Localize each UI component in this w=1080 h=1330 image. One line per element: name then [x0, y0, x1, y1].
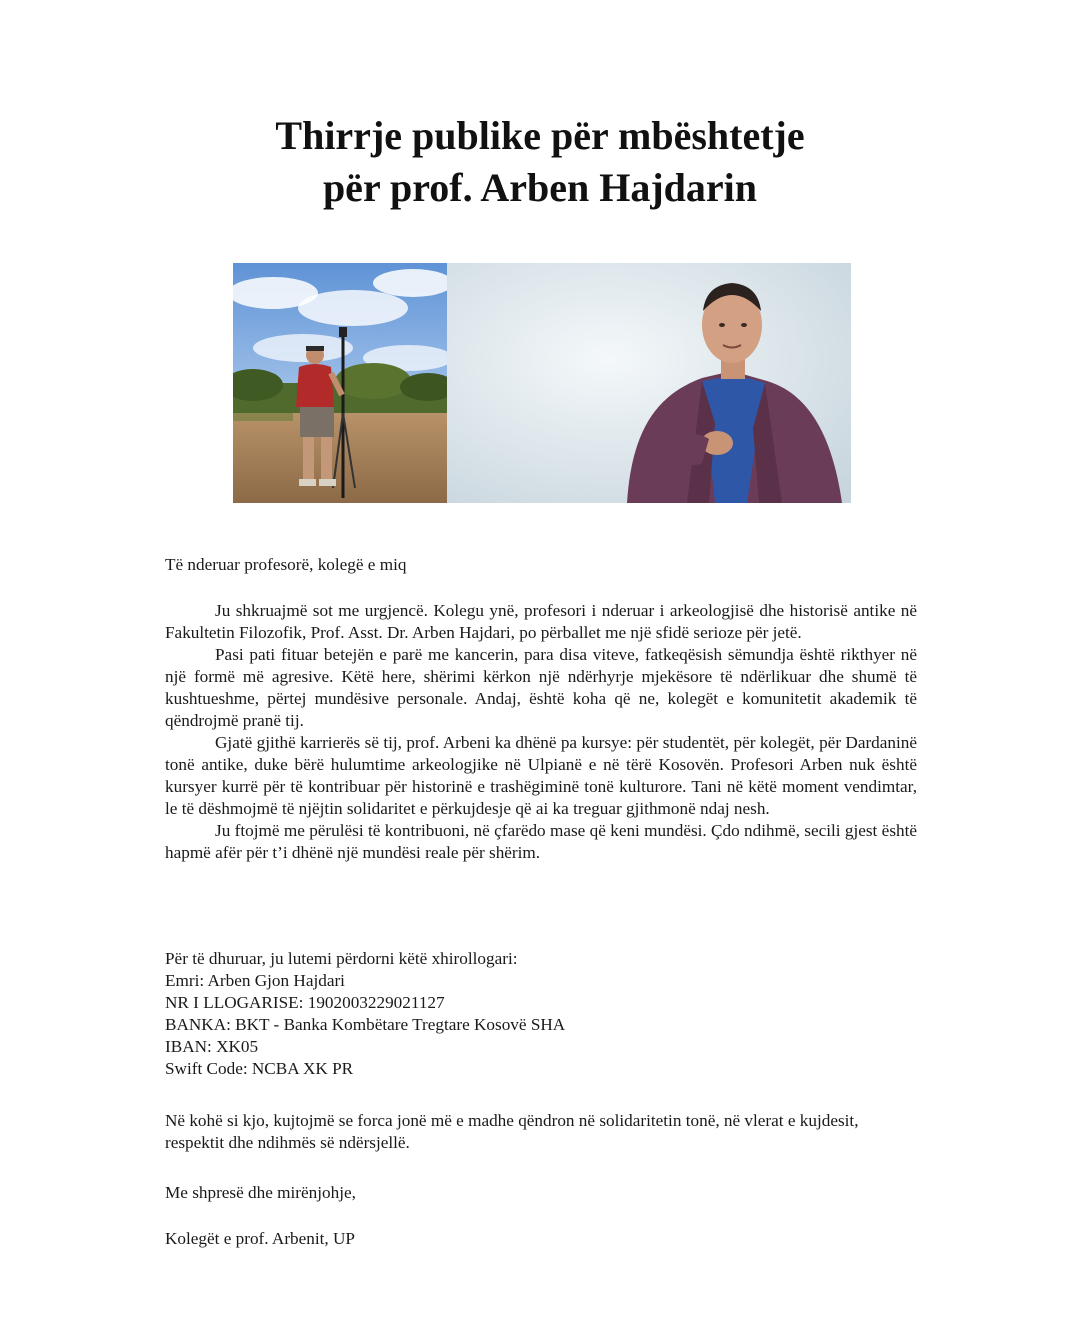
salutation: Të nderuar profesorë, kolegë e miq [165, 555, 407, 574]
portrait-photo [447, 263, 851, 503]
field-photo-image [233, 263, 447, 503]
paragraph-3: Gjatë gjithë karrierës së tij, prof. Arbeni ka dhënë pa kursye: për studentët, për kolegët, për Dardaninë tonë antike, duke bërë hulumtime arkeologjike në Ulpianë e në tërë Kosovën. Profesori Arben nuk është kursyer kurrë për të kontribuar për historinë e trashëgiminë tonë kulturore. Tani në këtë moment vendimtar, le të dëshmojmë të njëjtin solidaritet e përkujdesje që ai ka treguar gjithmonë ndaj nesh. [165, 733, 917, 818]
paragraph-1: Ju shkruajmë sot me urgjencë. Kolegu ynë, profesori i nderuar i arkeologjisë dhe historisë antike në Fakultetin Filozofik, Prof. Asst. Dr. Arben Hajdari, po përballet me një sfidë serioze për jetë. [165, 601, 917, 642]
bank-name: BANKA: BKT - Banka Kombëtare Tregtare Kosovë SHA [165, 1015, 566, 1034]
iban: IBAN: XK05 [165, 1037, 259, 1056]
swift-code: Swift Code: NCBA XK PR [165, 1059, 354, 1078]
photo-collage [233, 263, 851, 503]
signature: Kolegët e prof. Arbenit, UP [165, 1229, 355, 1248]
page-title [0, 110, 1080, 214]
account-number: NR I LLOGARISE: 1902003229021127 [165, 993, 445, 1012]
paragraph-2: Pasi pati fituar betejën e parë me kancerin, para disa viteve, fatkeqësish sëmundja është rikthyer në një formë më agresive. Këtë here, shërimi kërkon një ndërhyrje mjekësore të ndërlikuar dhe shumë të kushtueshme, përtej mundësive personale. Andaj, është koha që ne, kolegët e komunitetit akademik të qëndrojmë pranë tij. [165, 645, 917, 730]
paragraph-4: Ju ftojmë me përulësi të kontribuoni, në çfarëdo mase që keni mundësi. Çdo ndihmë, secili gjest është hapmë afër për t’i dhënë një mundësi reale për shërim. [165, 821, 917, 862]
field-photo [233, 263, 447, 503]
signoff: Me shpresë dhe mirënjohje, [165, 1183, 356, 1202]
donation-intro: Për të dhuruar, ju lutemi përdorni këtë xhirollogari: [165, 949, 518, 968]
title-line-2: për prof. Arben Hajdarin [322, 165, 758, 210]
donation-details [165, 948, 917, 1080]
title-line-1: Thirrje publike për mbështetje [275, 113, 805, 158]
portrait-photo-image [447, 263, 851, 503]
closing-paragraph: Në kohë si kjo, kujtojmë se forca jonë më e madhe qëndron në solidaritetin tonë, në vlerat e kujdesit, respektit dhe ndihmës së ndërsjellë. [165, 1111, 859, 1152]
letter-body [165, 600, 917, 864]
account-name: Emri: Arben Gjon Hajdari [165, 971, 345, 990]
